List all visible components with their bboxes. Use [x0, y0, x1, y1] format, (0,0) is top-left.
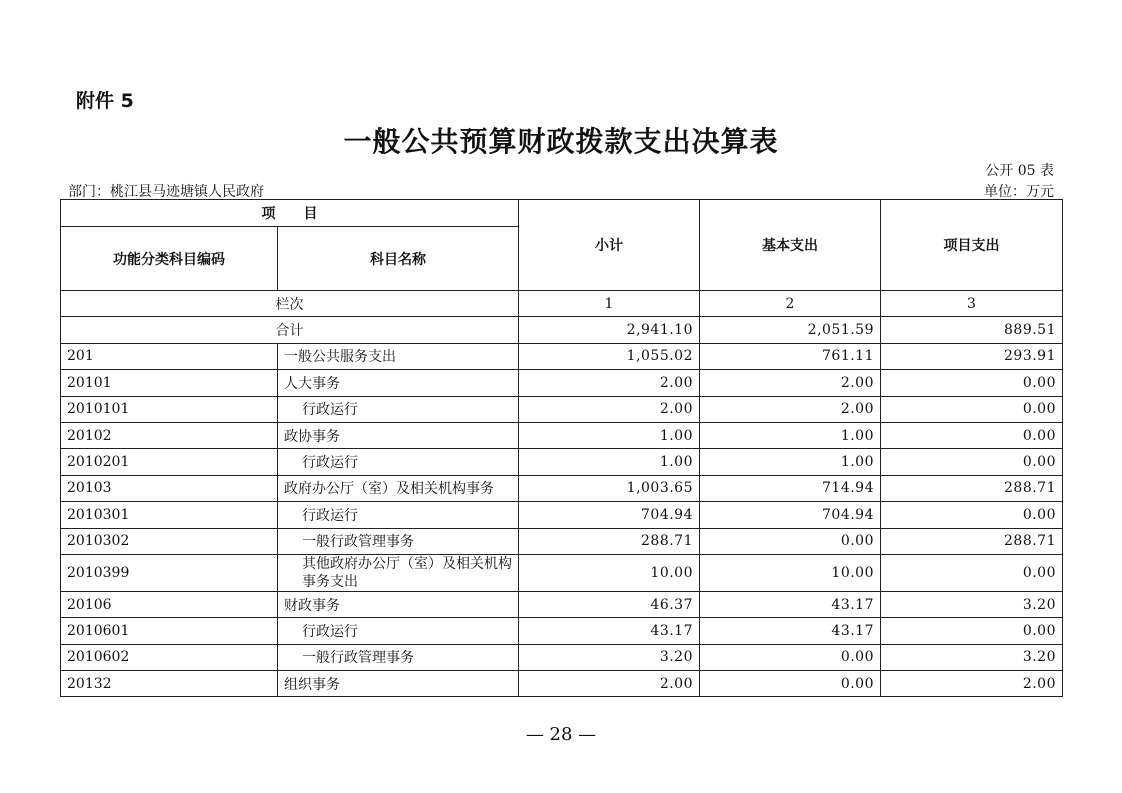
row-project: 3.20 [881, 591, 1063, 617]
table-row [61, 370, 1063, 396]
table-row [61, 449, 1063, 475]
header-basic: 基本支出 [700, 200, 881, 291]
department-label: 部门：桃江县马迹塘镇人民政府 [68, 184, 264, 200]
row-name: 一般行政管理事务 [278, 644, 519, 670]
row-basic: 704.94 [700, 502, 881, 528]
header-project: 项目支出 [881, 200, 1063, 291]
row-project: 2.00 [881, 671, 1063, 697]
row-subtotal: 288.71 [519, 528, 700, 554]
row-code: 20101 [61, 370, 278, 396]
row-basic: 0.00 [700, 644, 881, 670]
row-code: 2010601 [61, 618, 278, 644]
page-title: 一般公共预算财政拨款支出决算表 [343, 125, 779, 158]
row-project: 0.00 [881, 618, 1063, 644]
row-basic: 1.00 [700, 449, 881, 475]
row-basic: 1.00 [700, 422, 881, 448]
attachment-label: 附件 5 [76, 90, 134, 112]
table-row [61, 475, 1063, 501]
column-number-2: 2 [700, 291, 881, 317]
row-project: 288.71 [881, 528, 1063, 554]
row-code: 2010101 [61, 396, 278, 422]
column-number-row [61, 291, 1063, 317]
row-name: 人大事务 [278, 370, 519, 396]
row-subtotal: 2.00 [519, 671, 700, 697]
row-name: 行政运行 [278, 449, 519, 475]
row-name: 行政运行 [278, 618, 519, 644]
row-subtotal: 3.20 [519, 644, 700, 670]
row-basic: 43.17 [700, 591, 881, 617]
row-code: 2010201 [61, 449, 278, 475]
unit-label: 单位：万元 [984, 184, 1054, 200]
column-number-1: 1 [519, 291, 700, 317]
header-name: 科目名称 [278, 227, 519, 291]
row-code: 20103 [61, 475, 278, 501]
table-row [61, 671, 1063, 697]
row-name: 行政运行 [278, 396, 519, 422]
row-subtotal: 1,055.02 [519, 343, 700, 369]
header-code: 功能分类科目编码 [61, 227, 278, 291]
row-code: 201 [61, 343, 278, 369]
row-subtotal: 1.00 [519, 449, 700, 475]
table-row [61, 554, 1063, 591]
total-subtotal: 2,941.10 [519, 317, 700, 343]
row-name: 行政运行 [278, 502, 519, 528]
table-row [61, 396, 1063, 422]
row-name: 政府办公厅（室）及相关机构事务 [278, 475, 519, 501]
header-subtotal: 小计 [519, 200, 700, 291]
table-row [61, 591, 1063, 617]
total-basic: 2,051.59 [700, 317, 881, 343]
row-code: 20132 [61, 671, 278, 697]
row-basic: 714.94 [700, 475, 881, 501]
row-basic: 2.00 [700, 396, 881, 422]
column-number-3: 3 [881, 291, 1063, 317]
row-subtotal: 2.00 [519, 370, 700, 396]
page-number: — 28 — [525, 724, 597, 745]
row-project: 0.00 [881, 370, 1063, 396]
row-project: 3.20 [881, 644, 1063, 670]
row-basic: 0.00 [700, 528, 881, 554]
row-name: 财政事务 [278, 591, 519, 617]
row-project: 0.00 [881, 396, 1063, 422]
table-row [61, 422, 1063, 448]
expenditure-table [60, 199, 1063, 697]
row-basic: 761.11 [700, 343, 881, 369]
table-row [61, 618, 1063, 644]
form-number: 公开 05 表 [985, 163, 1054, 179]
row-code: 2010602 [61, 644, 278, 670]
row-basic: 2.00 [700, 370, 881, 396]
column-number-label: 栏次 [61, 291, 519, 317]
row-subtotal: 2.00 [519, 396, 700, 422]
row-name: 一般公共服务支出 [278, 343, 519, 369]
total-label: 合计 [61, 317, 519, 343]
table-row [61, 502, 1063, 528]
row-project: 293.91 [881, 343, 1063, 369]
row-project: 288.71 [881, 475, 1063, 501]
row-basic: 43.17 [700, 618, 881, 644]
row-name: 组织事务 [278, 671, 519, 697]
row-subtotal: 43.17 [519, 618, 700, 644]
table-row [61, 644, 1063, 670]
row-project: 0.00 [881, 554, 1063, 591]
table-row [61, 528, 1063, 554]
row-code: 2010301 [61, 502, 278, 528]
row-basic: 10.00 [700, 554, 881, 591]
row-name: 政协事务 [278, 422, 519, 448]
total-project: 889.51 [881, 317, 1063, 343]
total-row [61, 317, 1063, 343]
row-code: 2010302 [61, 528, 278, 554]
row-code: 20106 [61, 591, 278, 617]
row-subtotal: 46.37 [519, 591, 700, 617]
row-subtotal: 10.00 [519, 554, 700, 591]
row-basic: 0.00 [700, 671, 881, 697]
table-row [61, 343, 1063, 369]
row-project: 0.00 [881, 502, 1063, 528]
row-subtotal: 1.00 [519, 422, 700, 448]
row-project: 0.00 [881, 422, 1063, 448]
row-subtotal: 704.94 [519, 502, 700, 528]
header-item: 项 目 [61, 200, 519, 227]
row-name: 其他政府办公厅（室）及相关机构事务支出 [278, 554, 519, 591]
row-code: 2010399 [61, 554, 278, 591]
row-subtotal: 1,003.65 [519, 475, 700, 501]
row-project: 0.00 [881, 449, 1063, 475]
row-name: 一般行政管理事务 [278, 528, 519, 554]
row-code: 20102 [61, 422, 278, 448]
